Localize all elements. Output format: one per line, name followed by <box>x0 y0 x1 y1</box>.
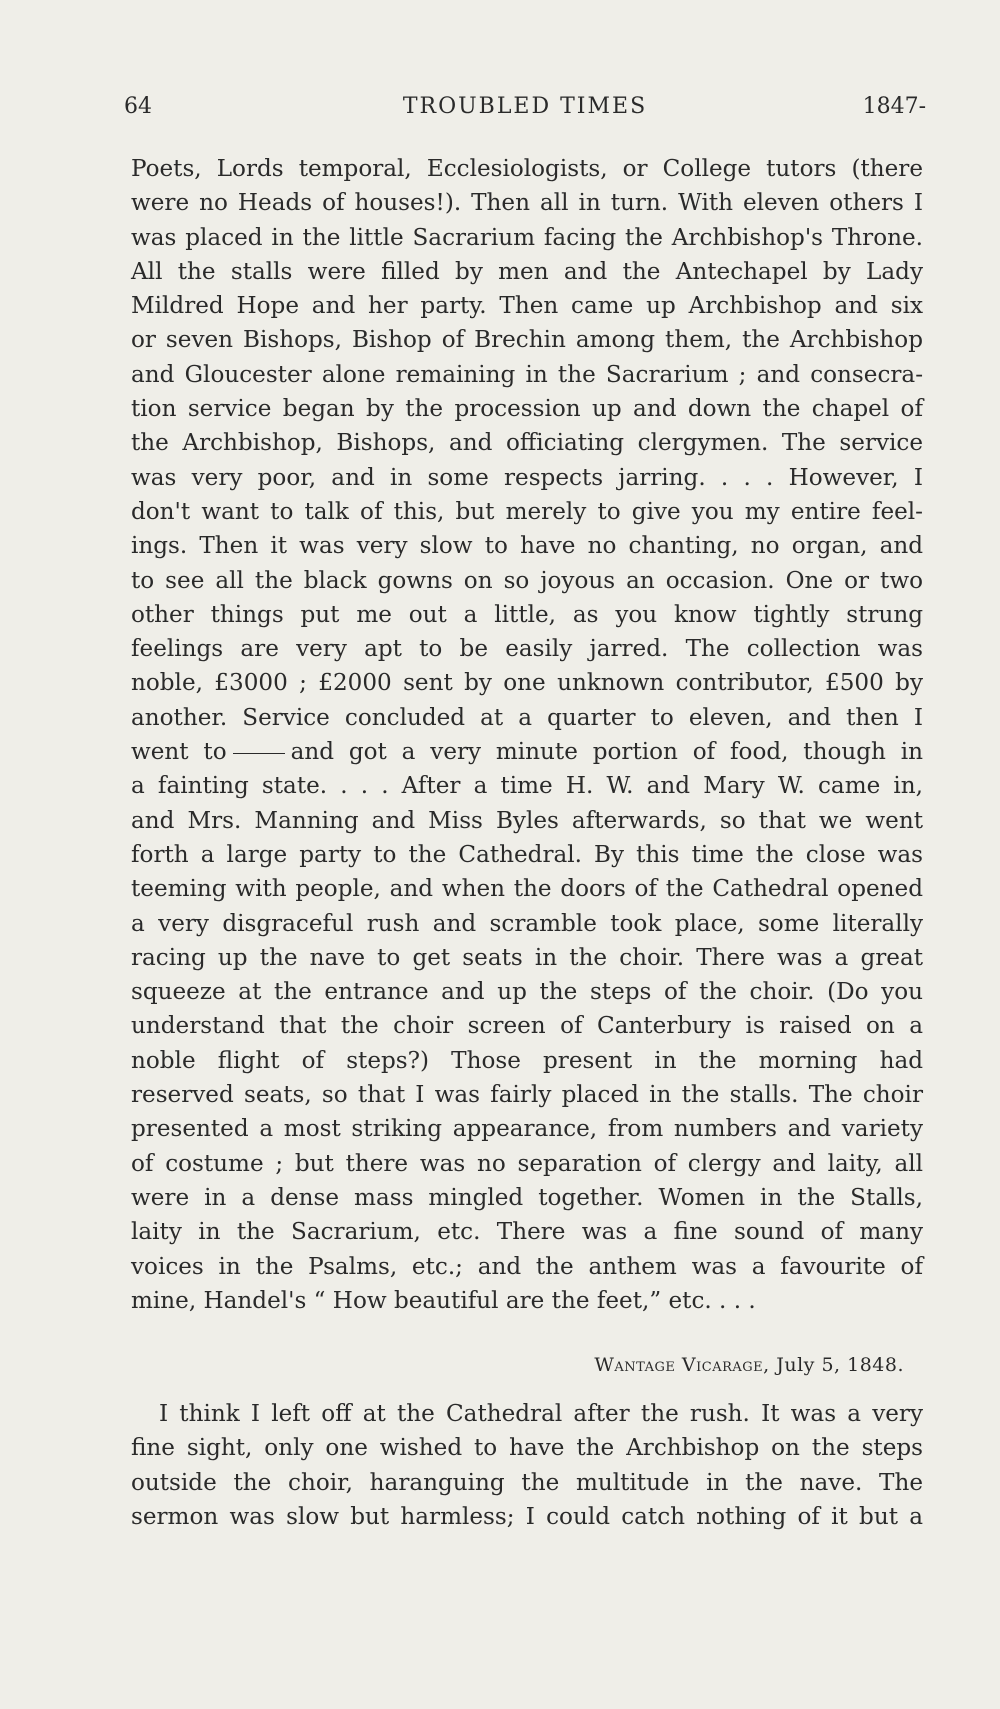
text-line: or seven Bishops, Bishop of Brechin among them, the Archbishop <box>131 327 923 354</box>
text-line: don't want to talk of this, but merely to give you my entire feel- <box>131 498 923 525</box>
text-line: voices in the Psalms, etc.; and the anthem was a favourite of <box>131 1253 923 1280</box>
header-year: 1847- <box>862 94 926 119</box>
text-line: noble, £3000 ; £2000 sent by one unknown contributor, £500 by <box>131 670 923 697</box>
text-line: squeeze at the entrance and up the steps of the choir. (Do you <box>131 979 923 1006</box>
paragraph-letter-part-1 <box>131 152 923 1318</box>
text-line: was very poor, and in some respects jarring. . . . However, I <box>131 464 923 491</box>
text-line: noble flight of steps?) Those present in the morning had <box>131 1047 923 1074</box>
text-line: reserved seats, so that I was fairly placed in the stalls. The choir <box>131 1082 923 1109</box>
text-fragment: and got a very minute portion of food, though in <box>290 739 923 766</box>
text-fragment: went to <box>131 739 227 766</box>
text-line: laity in the Sacrarium, etc. There was a fine sound of many <box>131 1219 923 1246</box>
text-line: teeming with people, and when the doors of the Cathedral opened <box>131 876 923 903</box>
paragraph-letter-part-2 <box>131 1397 923 1534</box>
dash-blank <box>233 753 285 754</box>
text-line: understand that the choir screen of Canterbury is raised on a <box>131 1013 923 1040</box>
text-line: racing up the nave to get seats in the choir. There was a great <box>131 944 923 971</box>
text-line: was placed in the little Sacrarium facing the Archbishop's Throne. <box>131 224 923 251</box>
text-line: All the stalls were filled by men and the Antechapel by Lady <box>131 258 923 285</box>
dateline-date: July 5, 1848. <box>776 1354 904 1376</box>
text-line: fine sight, only one wished to have the Archbishop on the steps <box>131 1435 923 1462</box>
letter-dateline <box>594 1354 904 1376</box>
text-line: mine, Handel's “ How beautiful are the feet,” etc. . . . <box>131 1287 756 1314</box>
text-line: a fainting state. . . . After a time H. W. and Mary W. came in, <box>131 773 923 800</box>
text-line: ings. Then it was very slow to have no chanting, no organ, and <box>131 533 923 560</box>
text-line: and Gloucester alone remaining in the Sacrarium ; and consecra- <box>131 361 923 388</box>
text-line: sermon was slow but harmless; I could catch nothing of it but a <box>131 1503 923 1530</box>
text-line: to see all the black gowns on so joyous an occasion. One or two <box>131 567 923 594</box>
text-line: tion service began by the procession up and down the chapel of <box>131 396 923 423</box>
text-line: presented a most striking appearance, from numbers and variety <box>131 1116 923 1143</box>
dateline-place: Wantage Vicarage, <box>594 1354 770 1376</box>
text-line: Poets, Lords temporal, Ecclesiologists, or College tutors (there <box>131 156 923 182</box>
text-line: another. Service concluded at a quarter to eleven, and then I <box>131 704 923 731</box>
text-line: forth a large party to the Cathedral. By this time the close was <box>131 841 923 868</box>
text-line: outside the choir, haranguing the multitude in the nave. The <box>131 1469 923 1496</box>
text-line: a very disgraceful rush and scramble took place, some literally <box>131 910 923 937</box>
running-title: TROUBLED TIMES <box>402 94 648 119</box>
page-number: 64 <box>124 94 152 119</box>
text-line-with-blank <box>131 735 923 769</box>
text-line: and Mrs. Manning and Miss Byles afterwards, so that we went <box>131 807 923 834</box>
text-line: were no Heads of houses!). Then all in turn. With eleven others I <box>131 190 923 217</box>
text-line: were in a dense mass mingled together. Women in the Stalls, <box>131 1184 923 1211</box>
text-line: I think I left off at the Cathedral after the rush. It was a very <box>159 1401 923 1427</box>
text-line: Mildred Hope and her party. Then came up Archbishop and six <box>131 293 923 320</box>
text-line: other things put me out a little, as you know tightly strung <box>131 601 923 628</box>
text-line: the Archbishop, Bishops, and officiating clergymen. The service <box>131 430 923 457</box>
text-line: of costume ; but there was no separation of clergy and laity, all <box>131 1150 923 1177</box>
text-line: feelings are very apt to be easily jarred. The collection was <box>131 636 923 663</box>
running-head <box>124 94 926 128</box>
